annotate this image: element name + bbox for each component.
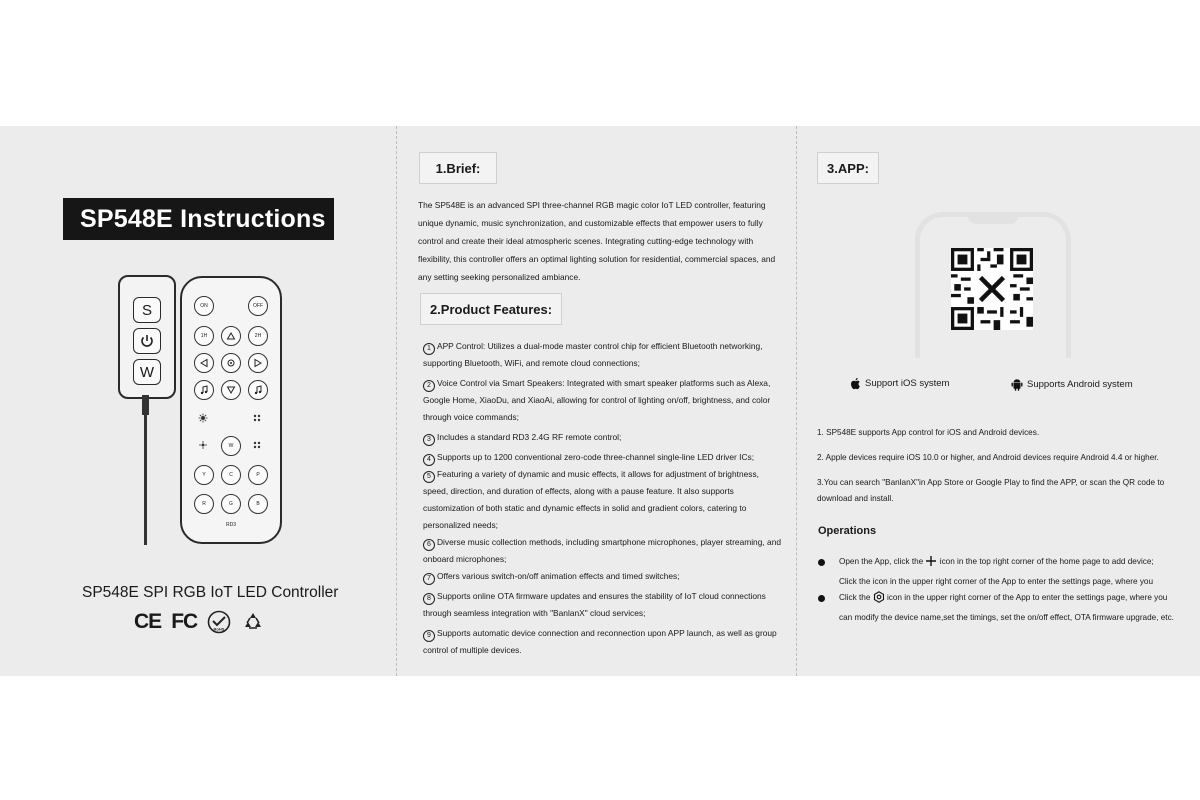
operation-text: icon in the upper right corner of the App to enter the settings page, where you can modify the device name,set the timings, set the on/off effect, OTA firmware upgrade, etc. [839, 593, 1174, 622]
android-icon [1011, 378, 1023, 391]
list-item: 1 APP Control: Utilizes a dual-mode master control chip for efficient Bluetooth networking, supporting Bluetooth, WiFi, and remote cloud connections; [423, 341, 763, 368]
phone-notch [968, 212, 1018, 224]
plus-icon [925, 555, 937, 574]
list-item: 3 Includes a standard RD3 2.4G RF remote control; [423, 429, 783, 446]
operations-list [818, 554, 1178, 626]
features-list [423, 338, 783, 659]
triangle-left-icon [194, 353, 214, 373]
triangle-down-icon [221, 380, 241, 400]
list-item: 7 Offers various switch-on/off animation effects and timed switches; [423, 568, 783, 585]
fcc-mark: FC [171, 610, 198, 633]
operation-text: icon in the top right corner of the home page to add device; [939, 557, 1154, 566]
operation-text: Open the App, click the [839, 557, 924, 566]
svg-text:RoHS: RoHS [213, 626, 225, 632]
operation-text: Click the [839, 593, 871, 602]
app-note: 1. SP548E supports App control for iOS and Android devices. [817, 428, 1040, 437]
triangle-up-icon [221, 326, 241, 346]
ios-support-label [849, 377, 949, 390]
controller-w-button: W [133, 359, 161, 385]
remote-p-button: P [248, 465, 268, 485]
remote-c-button: C [221, 465, 241, 485]
fold-line [396, 126, 397, 676]
brightness-low-icon [194, 436, 212, 454]
qr-code-icon [951, 248, 1033, 330]
auto-icon [221, 353, 241, 373]
triangle-right-icon [248, 353, 268, 373]
app-note: 2. Apple devices require iOS 10.0 or higher, and Android devices require Android 4.4 or higher. [817, 453, 1159, 462]
document-title: SP548E Instructions [63, 198, 334, 240]
ios-support-text: Support iOS system [865, 378, 950, 389]
app-note: 3.You can search "BanlanX"in App Store or Google Play to find the APP, or scan the QR code to download and install. [817, 478, 1165, 503]
remote-illustration [180, 276, 282, 544]
list-item: 2 Voice Control via Smart Speakers: Integrated with smart speaker platforms such as Alexa, Google Home, XiaoDu, and XiaoAi, allowing for control of lighting on/off, brightness, and color through voice commands; [423, 378, 771, 422]
remote-r-button: R [194, 494, 214, 514]
music-note-icon [194, 380, 214, 400]
remote-off-button: OFF [248, 296, 268, 316]
features-heading: 2.Product Features: [420, 293, 562, 325]
power-icon [133, 328, 161, 354]
brightness-icon [194, 409, 212, 427]
remote-on-button: ON [194, 296, 214, 316]
operations-heading: Operations [818, 525, 877, 537]
app-notes [817, 425, 1182, 512]
list-item: 5 Featuring a variety of dynamic and music effects, it allows for adjustment of brightness, speed, direction, and duration of effects, along with a pause feature. It also supports customization of both static and dynamic effects in solid and gradient colors, catering to personalized needs; [423, 469, 759, 530]
certification-marks [134, 610, 265, 634]
palette-icon [248, 409, 266, 427]
palette-icon [248, 436, 266, 454]
remote-y-button: Y [194, 465, 214, 485]
apple-icon [849, 377, 861, 390]
ce-mark: CE [134, 610, 162, 633]
controller-cable [142, 395, 149, 545]
recycle-icon [241, 610, 265, 634]
controller-s-button: S [133, 297, 161, 323]
list-item: 8 Supports online OTA firmware updates and ensures the stability of IoT cloud connections through seamless integration with "BanlanX" cloud services; [423, 591, 766, 618]
android-support-label [1011, 378, 1133, 391]
remote-w-button: W [221, 436, 241, 456]
remote-b-button: B [248, 494, 268, 514]
rohs-icon [207, 610, 231, 634]
app-heading: 3.APP: [817, 152, 879, 184]
music-note-icon [248, 380, 268, 400]
android-support-text: Supports Android system [1027, 379, 1133, 390]
remote-1h-button: 1H [194, 326, 214, 346]
remote-brand-label: RD3 [225, 522, 236, 528]
remote-2h-button: 2H [248, 326, 268, 346]
product-name: SP548E SPI RGB IoT LED Controller [82, 584, 339, 601]
brief-heading: 1.Brief: [419, 152, 497, 184]
list-item: 6 Diverse music collection methods, including smartphone microphones, player streaming, and onboard microphones; [423, 537, 782, 564]
list-item: 4 Supports up to 1200 conventional zero-code three-channel single-line LED driver ICs; [423, 449, 783, 466]
brief-paragraph: The SP548E is an advanced SPI three-channel RGB magic color IoT LED controller, featuring unique dynamic, music synchronization, and customizable effects that empower users to fully control and create their ideal atmospheric scenes. Integrating cutting-edge technology with flexibility, this controller offers an optimal lighting solution for residential, commercial spaces, and any setting seeking personalized ambiance. [418, 200, 776, 282]
fold-line [796, 126, 797, 676]
operation-text: Click the icon in the upper right corner of the App to enter the settings page, where you [839, 576, 1154, 586]
list-item [818, 590, 1178, 626]
settings-hexagon-icon [873, 591, 885, 610]
bullet [818, 595, 825, 602]
remote-g-button: G [221, 494, 241, 514]
bullet [818, 559, 825, 566]
controller-illustration [118, 275, 176, 399]
list-item [818, 554, 1178, 590]
list-item: 9 Supports automatic device connection and reconnection upon APP launch, as well as group control of multiple devices. [423, 628, 777, 655]
